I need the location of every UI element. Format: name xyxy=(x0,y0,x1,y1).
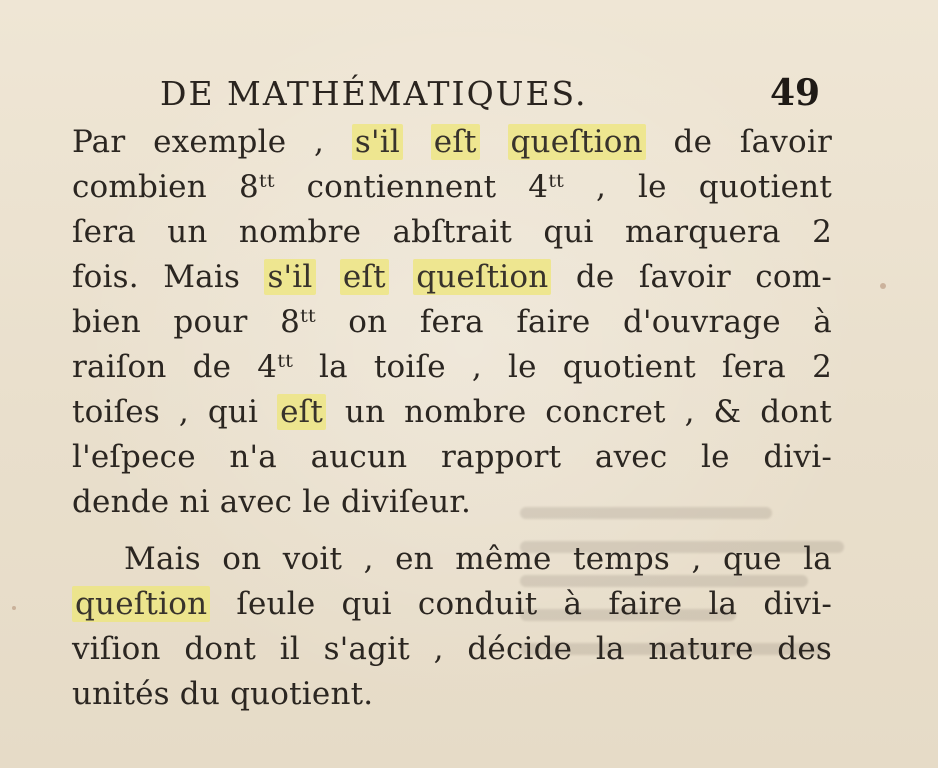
highlighted-word: eſt xyxy=(340,259,389,295)
paragraph-gap xyxy=(72,525,832,537)
highlighted-word: queſtion xyxy=(72,586,210,622)
paragraph xyxy=(72,120,832,525)
text-segment xyxy=(316,259,340,295)
text-line xyxy=(72,582,832,627)
highlighted-word: queſtion xyxy=(413,259,551,295)
text-segment xyxy=(403,124,431,160)
paper-speck xyxy=(880,283,886,289)
text-segment: l'eſpece n'a aucun rapport avec le divi- xyxy=(72,439,832,475)
body-text xyxy=(72,120,832,717)
text-line xyxy=(72,120,832,165)
highlighted-word: queſtion xyxy=(508,124,646,160)
text-segment xyxy=(389,259,413,295)
text-line xyxy=(72,390,832,435)
text-segment: fois. Mais xyxy=(72,259,265,295)
text-line xyxy=(72,165,832,210)
text-segment: unités du quotient. xyxy=(72,676,374,712)
highlighted-word: s'il xyxy=(352,124,403,160)
text-line xyxy=(72,672,832,717)
text-segment: combien 8ᵗᵗ contiennent 4ᵗᵗ , le quotient xyxy=(72,169,832,205)
paragraph xyxy=(72,537,832,717)
text-segment: Mais on voit , en même temps , que la xyxy=(124,541,832,577)
paper-speck xyxy=(12,606,16,610)
text-segment: raiſon de 4ᵗᵗ la toiſe , le quotient ſera 2 xyxy=(72,349,832,385)
text-segment: viſion dont il s'agit , décide la nature des xyxy=(72,631,832,667)
text-line xyxy=(72,627,832,672)
text-segment: de ſavoir com- xyxy=(551,259,832,295)
text-line xyxy=(72,435,832,480)
text-segment: bien pour 8ᵗᵗ on fera faire d'ouvrage à xyxy=(72,304,832,340)
highlighted-word: eſt xyxy=(431,124,480,160)
text-segment xyxy=(480,124,508,160)
running-title: DE MATHÉMATIQUES. xyxy=(160,74,588,113)
text-line xyxy=(72,255,832,300)
text-line xyxy=(72,345,832,390)
page-number: 49 xyxy=(770,72,821,114)
highlighted-word: eſt xyxy=(277,394,326,430)
text-segment: toiſes , qui xyxy=(72,394,278,430)
text-segment: dende ni avec le diviſeur. xyxy=(72,484,472,520)
text-line xyxy=(72,537,832,582)
text-segment: de ſavoir xyxy=(645,124,832,160)
text-line xyxy=(72,300,832,345)
text-line xyxy=(72,210,832,255)
text-segment: ſeule qui conduit à faire la divi- xyxy=(210,586,832,622)
text-line xyxy=(72,480,832,525)
running-header xyxy=(160,68,840,116)
text-segment: Par exemple , xyxy=(72,124,352,160)
text-segment: ſera un nombre abſtrait qui marquera 2 xyxy=(72,214,832,250)
highlighted-word: s'il xyxy=(264,259,315,295)
text-segment: un nombre concret , & dont xyxy=(325,394,832,430)
